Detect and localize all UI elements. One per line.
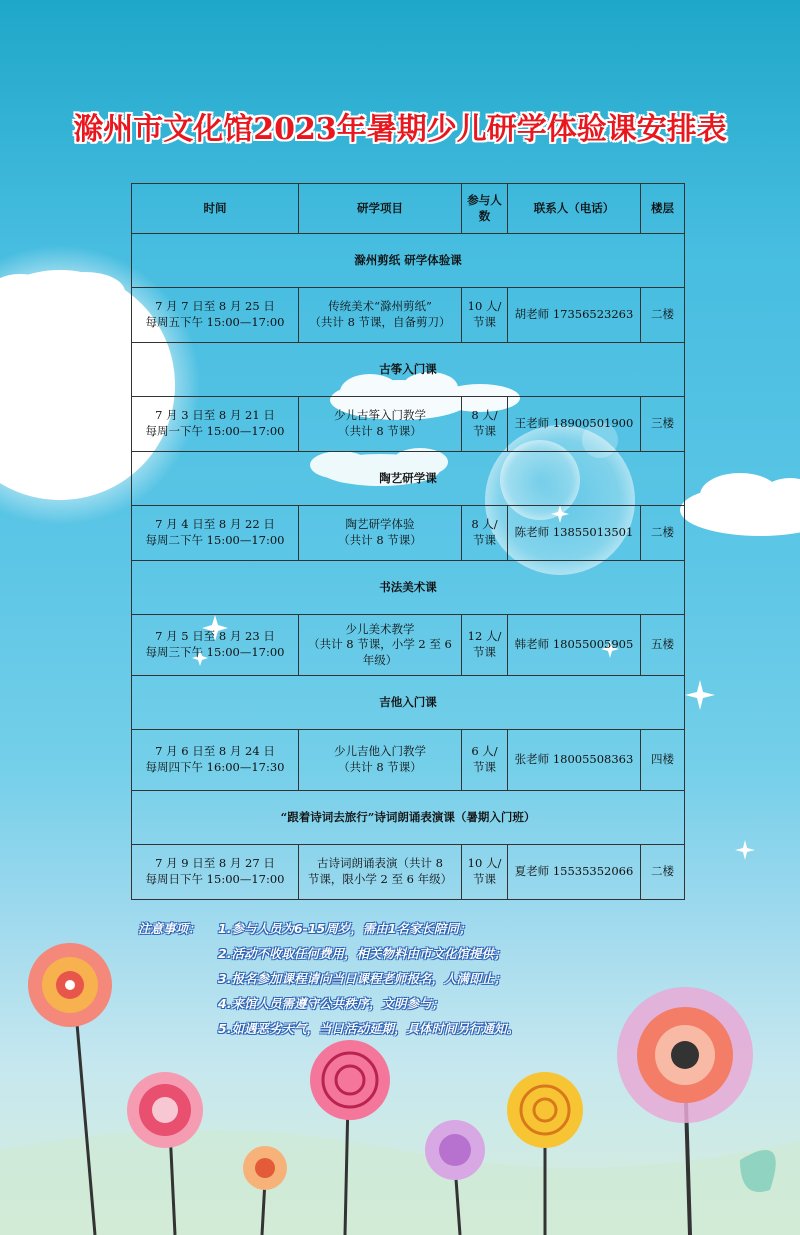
- cell-project: 少儿美术教学 （共计 8 节课，小学 2 至 6 年级）: [299, 615, 462, 676]
- section-row: [132, 791, 685, 845]
- section-row: [132, 676, 685, 730]
- notes-label: 注意事项：: [138, 921, 201, 936]
- note-item: 1.参与人员为6-15周岁，需由1名家长陪同；: [218, 921, 472, 936]
- cell-floor: 三楼: [641, 397, 685, 452]
- note-item: 2.活动不收取任何费用，相关物料由市文化馆提供；: [218, 946, 507, 961]
- cell-contact: 胡老师 17356523263: [508, 288, 641, 343]
- header-time: 时间: [132, 184, 299, 234]
- header-project: 研学项目: [299, 184, 462, 234]
- header-floor: 楼层: [641, 184, 685, 234]
- cell-people: 6 人/ 节课: [462, 730, 508, 791]
- cell-time: 7 月 5 日至 8 月 23 日 每周三下午 15:00—17:00: [132, 615, 299, 676]
- cell-floor: 四楼: [641, 730, 685, 791]
- section-row: [132, 561, 685, 615]
- cell-contact: 夏老师 15535352066: [508, 845, 641, 900]
- note-line: [138, 941, 738, 966]
- cell-floor: 五楼: [641, 615, 685, 676]
- section-title: 古筝入门课: [132, 343, 685, 397]
- note-line: [138, 991, 738, 1016]
- note-item: 4.来馆人员需遵守公共秩序，文明参与；: [218, 996, 444, 1011]
- section-title: 书法美术课: [132, 561, 685, 615]
- table-row: [132, 506, 685, 561]
- cell-people: 12 人/ 节课: [462, 615, 508, 676]
- cell-people: 10 人/ 节课: [462, 845, 508, 900]
- cell-contact: 张老师 18005508363: [508, 730, 641, 791]
- cell-project: 传统美术“滁州剪纸” （共计 8 节课，自备剪刀）: [299, 288, 462, 343]
- cell-time: 7 月 6 日至 8 月 24 日 每周四下午 16:00—17:30: [132, 730, 299, 791]
- cloud-icon: [680, 473, 800, 536]
- table-row: [132, 615, 685, 676]
- section-row: [132, 234, 685, 288]
- cell-time: 7 月 3 日至 8 月 21 日 每周一下午 15:00—17:00: [132, 397, 299, 452]
- cell-project: 少儿古筝入门教学 （共计 8 节课）: [299, 397, 462, 452]
- note-item: 5.如遇恶劣天气，当日活动延期，具体时间另行通知。: [218, 1021, 519, 1036]
- cell-project: 少儿吉他入门教学 （共计 8 节课）: [299, 730, 462, 791]
- cell-people: 8 人/ 节课: [462, 506, 508, 561]
- cell-people: 10 人/ 节课: [462, 288, 508, 343]
- notes-block: [138, 916, 738, 1041]
- section-title: 陶艺研学课: [132, 452, 685, 506]
- cell-time: 7 月 9 日至 8 月 27 日 每周日下午 15:00—17:00: [132, 845, 299, 900]
- cell-project: 陶艺研学体验 （共计 8 节课）: [299, 506, 462, 561]
- note-line: [138, 916, 738, 941]
- table-row: [132, 845, 685, 900]
- cell-contact: 王老师 18900501900: [508, 397, 641, 452]
- cell-contact: 韩老师 18055005905: [508, 615, 641, 676]
- section-title: 滁州剪纸 研学体验课: [132, 234, 685, 288]
- page-title: 滁州市文化馆2023年暑期少儿研学体验课安排表: [73, 112, 727, 147]
- note-item: 3.报名参加课程请向当日课程老师报名，人满即止；: [218, 971, 507, 986]
- section-row: [132, 343, 685, 397]
- cell-floor: 二楼: [641, 506, 685, 561]
- cell-floor: 二楼: [641, 288, 685, 343]
- note-line: [138, 966, 738, 991]
- cell-time: 7 月 4 日至 8 月 22 日 每周二下午 15:00—17:00: [132, 506, 299, 561]
- section-row: [132, 452, 685, 506]
- cell-floor: 二楼: [641, 845, 685, 900]
- cell-project: 古诗词朗诵表演（共计 8 节课，限小学 2 至 6 年级）: [299, 845, 462, 900]
- table-header-row: [132, 184, 685, 234]
- header-contact: 联系人（电话）: [508, 184, 641, 234]
- section-title: “跟着诗词去旅行”诗词朗诵表演课（暑期入门班）: [132, 791, 685, 845]
- note-line: [138, 1016, 738, 1041]
- section-title: 吉他入门课: [132, 676, 685, 730]
- table-row: [132, 288, 685, 343]
- cell-people: 8 人/ 节课: [462, 397, 508, 452]
- cell-time: 7 月 7 日至 8 月 25 日 每周五下午 15:00—17:00: [132, 288, 299, 343]
- header-people: 参与人数: [462, 184, 508, 234]
- schedule-table: [131, 183, 685, 900]
- cell-contact: 陈老师 13855013501: [508, 506, 641, 561]
- table-row: [132, 730, 685, 791]
- table-row: [132, 397, 685, 452]
